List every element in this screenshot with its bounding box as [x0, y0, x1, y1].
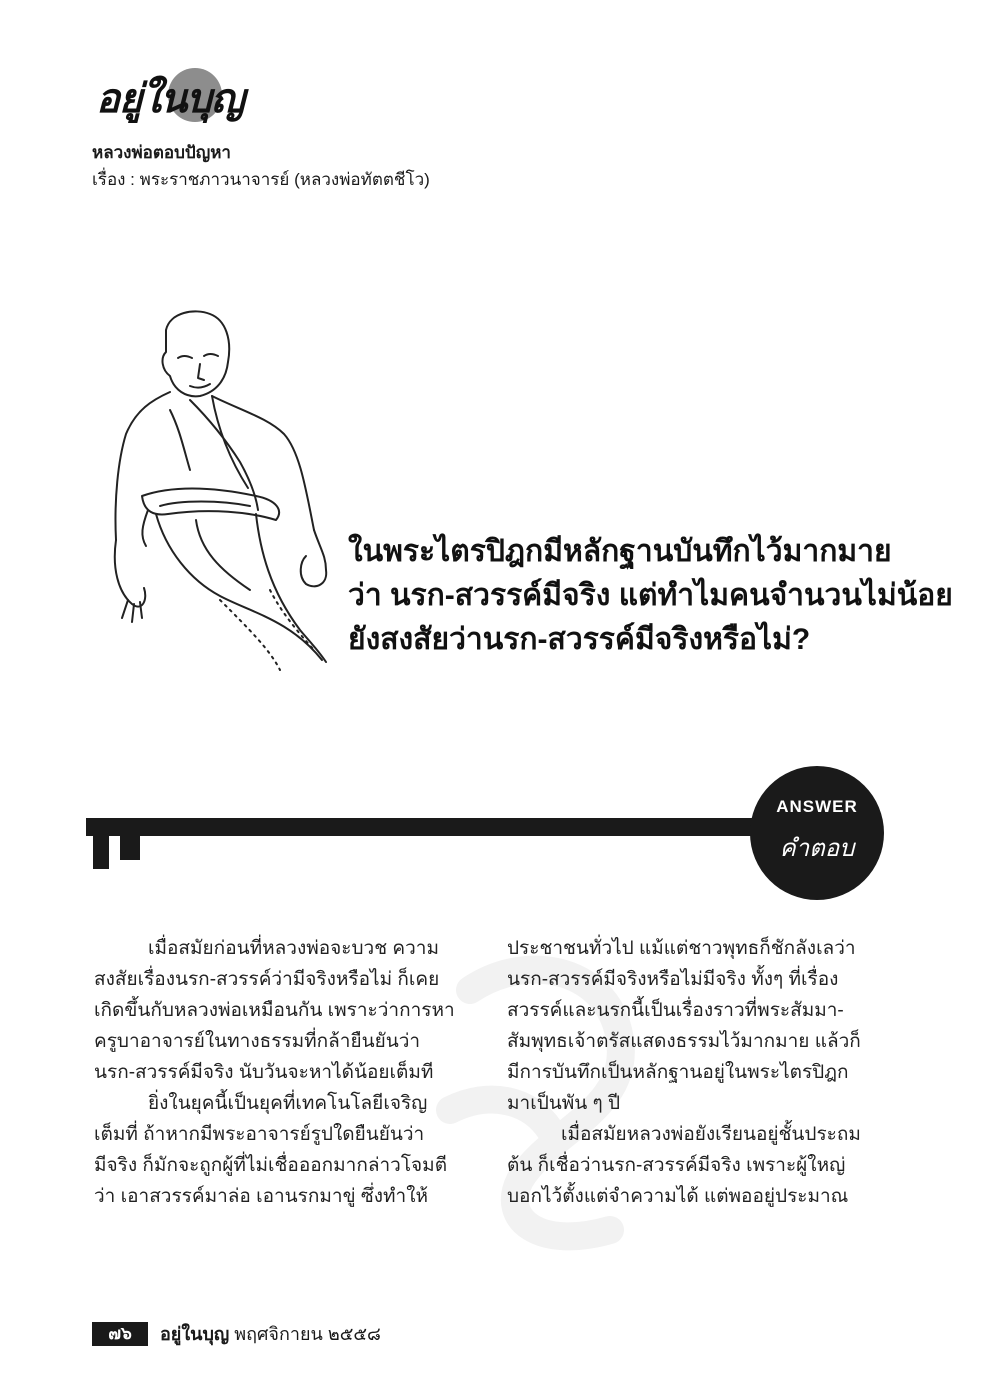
- body-line: ประชาชนทั่วไป แม้แต่ชาวพุทธก็ชักลังเลว่า: [507, 938, 856, 959]
- magazine-logo: อยู่ในบุญ: [96, 75, 244, 122]
- question-line: ยังสงสัยว่านรก-สวรรค์มีจริงหรือไม่?: [348, 623, 811, 656]
- body-line: เกิดขึ้นกับหลวงพ่อเหมือนกัน เพราะว่าการหา: [94, 1000, 455, 1021]
- body-line: บอกไว้ตั้งแต่จำความได้ แต่พออยู่ประมาณ: [507, 1186, 849, 1207]
- byline: เรื่อง : พระราชภาวนาจารย์ (หลวงพ่อทัตตชีโว): [92, 170, 430, 189]
- body-line: สัมพุทธเจ้าตรัสแสดงธรรมไว้มากมาย แล้วก็: [507, 1031, 861, 1052]
- answer-badge-th: คำตอบ: [779, 835, 855, 862]
- footer-issue: พฤศจิกายน ๒๕๕๘: [234, 1324, 381, 1344]
- section-kicker: หลวงพ่อตอบปัญหา: [92, 143, 231, 162]
- body-line: ต้น ก็เชื่อว่านรก-สวรรค์มีจริง เพราะผู้ใหญ่: [507, 1155, 846, 1176]
- body-line: มาเป็นพัน ๆ ปี: [507, 1093, 621, 1114]
- footer-info: [160, 1322, 381, 1346]
- body-line: ยิ่งในยุคนี้เป็นยุคที่เทคโนโลยีเจริญ: [148, 1093, 428, 1114]
- body-column-right: [507, 933, 879, 1212]
- body-line: สงสัยเรื่องนรก-สวรรค์ว่ามีจริงหรือไม่ ก็เคย: [94, 969, 440, 990]
- question-line: ในพระไตรปิฎกมีหลักฐานบันทึกไว้มากมาย: [348, 535, 892, 568]
- body-line: เมื่อสมัยก่อนที่หลวงพ่อจะบวช ความ: [148, 938, 439, 959]
- question-headline: [348, 530, 953, 662]
- body-column-left: [94, 933, 466, 1212]
- body-line: เต็มที่ ถ้าหากมีพระอาจารย์รูปใดยืนยันว่า: [94, 1124, 425, 1145]
- footer-magazine: อยู่ในบุญ: [160, 1324, 230, 1344]
- body-line: มีการบันทึกเป็นหลักฐานอยู่ในพระไตรปิฎก: [507, 1062, 849, 1083]
- key-tooth: [120, 836, 140, 860]
- key-tooth: [93, 836, 109, 869]
- page-number: ๗๖: [92, 1322, 148, 1346]
- body-line: ว่า เอาสวรรค์มาล่อ เอานรกมาขู่ ซึ่งทำให้: [94, 1186, 429, 1207]
- body-line: ครูบาอาจารย์ในทางธรรมที่กล้ายืนยันว่า: [94, 1031, 421, 1052]
- body-line: สวรรค์และนรกนี้เป็นเรื่องราวที่พระสัมมา-: [507, 1000, 844, 1021]
- monk-illustration: [100, 300, 340, 680]
- answer-badge: [750, 766, 884, 900]
- body-line: นรก-สวรรค์มีจริง นับวันจะหาได้น้อยเต็มที: [94, 1062, 434, 1083]
- question-line: ว่า นรก-สวรรค์มีจริง แต่ทำไมคนจำนวนไม่น้อย: [348, 579, 953, 612]
- body-line: มีจริง ก็มักจะถูกผู้ที่ไม่เชื่อออกมากล่าวโจมตี: [94, 1155, 448, 1176]
- answer-badge-en: ANSWER: [776, 797, 858, 816]
- body-line: นรก-สวรรค์มีจริงหรือไม่มีจริง ทั้งๆ ที่เรื่อง: [507, 969, 839, 990]
- body-line: เมื่อสมัยหลวงพ่อยังเรียนอยู่ชั้นประถม: [561, 1124, 861, 1145]
- key-divider-bar: [86, 818, 776, 836]
